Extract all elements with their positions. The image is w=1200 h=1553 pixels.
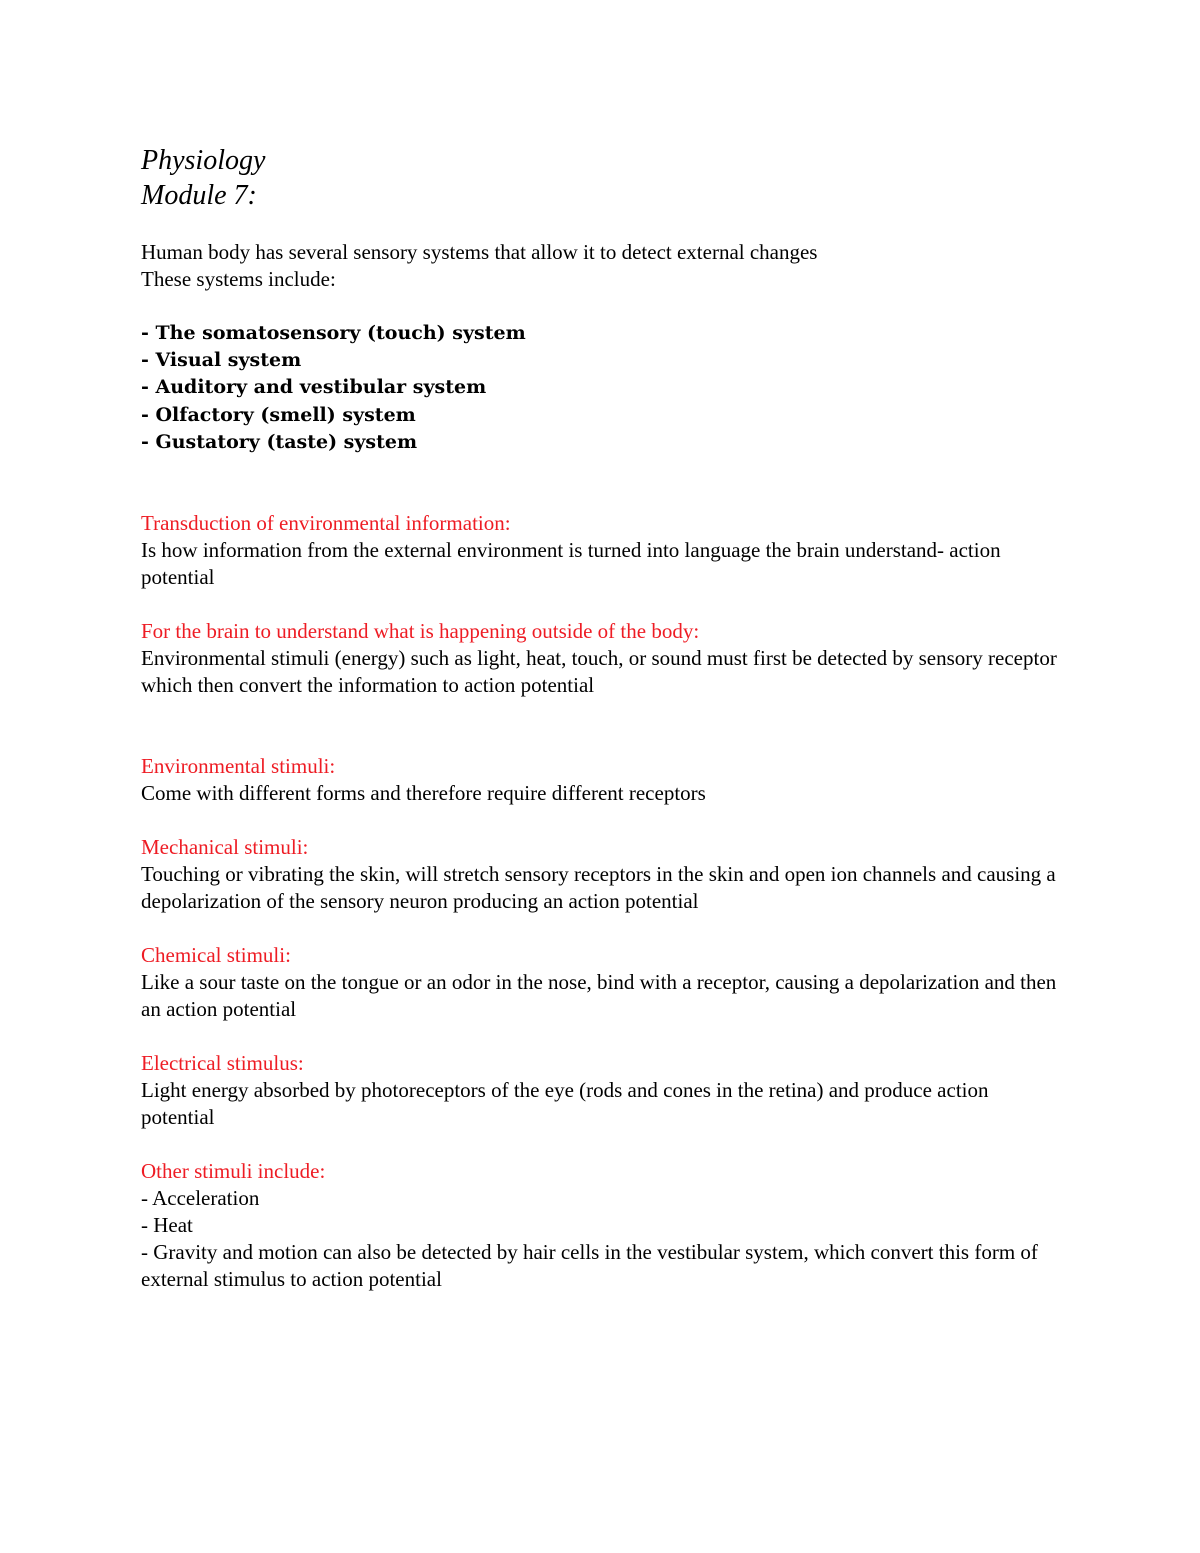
list-item: - Gustatory (taste) system — [141, 430, 418, 453]
section-body: Environmental stimuli (energy) such as light, heat, touch, or sound must first be detected by sensory receptor which then convert the information to action potential — [141, 646, 1057, 698]
section-body: Is how information from the external environment is turned into language the brain understand- action potential — [141, 538, 1001, 590]
intro-line-1: Human body has several sensory systems that allow it to detect external changes — [141, 240, 818, 264]
list-item: - Gravity and motion can also be detected by hair cells in the vestibular system, which convert this form of external stimulus to action potential — [141, 1240, 1038, 1292]
section-heading: Other stimuli include: — [141, 1159, 326, 1184]
section-body: Like a sour taste on the tongue or an odor in the nose, bind with a receptor, causing a depolarization and then an action potential — [141, 970, 1057, 1022]
section-electrical-stimulus — [141, 1050, 1061, 1131]
title-line-2: Module 7: — [141, 180, 257, 211]
list-item: - Acceleration — [141, 1186, 260, 1211]
section-heading: Transduction of environmental information: — [141, 511, 511, 536]
list-item: - Olfactory (smell) system — [141, 403, 416, 426]
list-item: - The somatosensory (touch) system — [141, 322, 526, 344]
sensory-systems-list — [141, 320, 1061, 456]
title-line-1: Physiology — [141, 145, 266, 176]
section-body: Touching or vibrating the skin, will stretch sensory receptors in the skin and open ion channels and causing a depolarization of the sensory neuron producing an action potential — [141, 862, 1056, 914]
section-heading: For the brain to understand what is happening outside of the body: — [141, 619, 700, 644]
section-heading: Chemical stimuli: — [141, 943, 291, 968]
document-title — [141, 143, 1061, 213]
section-heading: Environmental stimuli: — [141, 754, 336, 779]
section-transduction — [141, 510, 1061, 591]
section-body: Light energy absorbed by photoreceptors of the eye (rods and cones in the retina) and produce action potential — [141, 1078, 989, 1130]
section-other-stimuli — [141, 1158, 1061, 1293]
list-item: - Auditory and vestibular system — [141, 376, 487, 399]
other-stimuli-list — [141, 1185, 1061, 1293]
section-body: Come with different forms and therefore require different receptors — [141, 781, 706, 806]
intro-paragraph — [141, 239, 1061, 293]
list-item: - Heat — [141, 1213, 193, 1238]
list-item: - Visual system — [141, 349, 302, 372]
document-page — [141, 143, 1061, 1293]
intro-line-2: These systems include: — [141, 267, 336, 291]
section-heading: Mechanical stimuli: — [141, 835, 309, 860]
section-mechanical-stimuli — [141, 834, 1061, 915]
section-brain-understanding — [141, 618, 1061, 699]
section-environmental-stimuli — [141, 753, 1061, 807]
section-chemical-stimuli — [141, 942, 1061, 1023]
section-heading: Electrical stimulus: — [141, 1051, 304, 1076]
